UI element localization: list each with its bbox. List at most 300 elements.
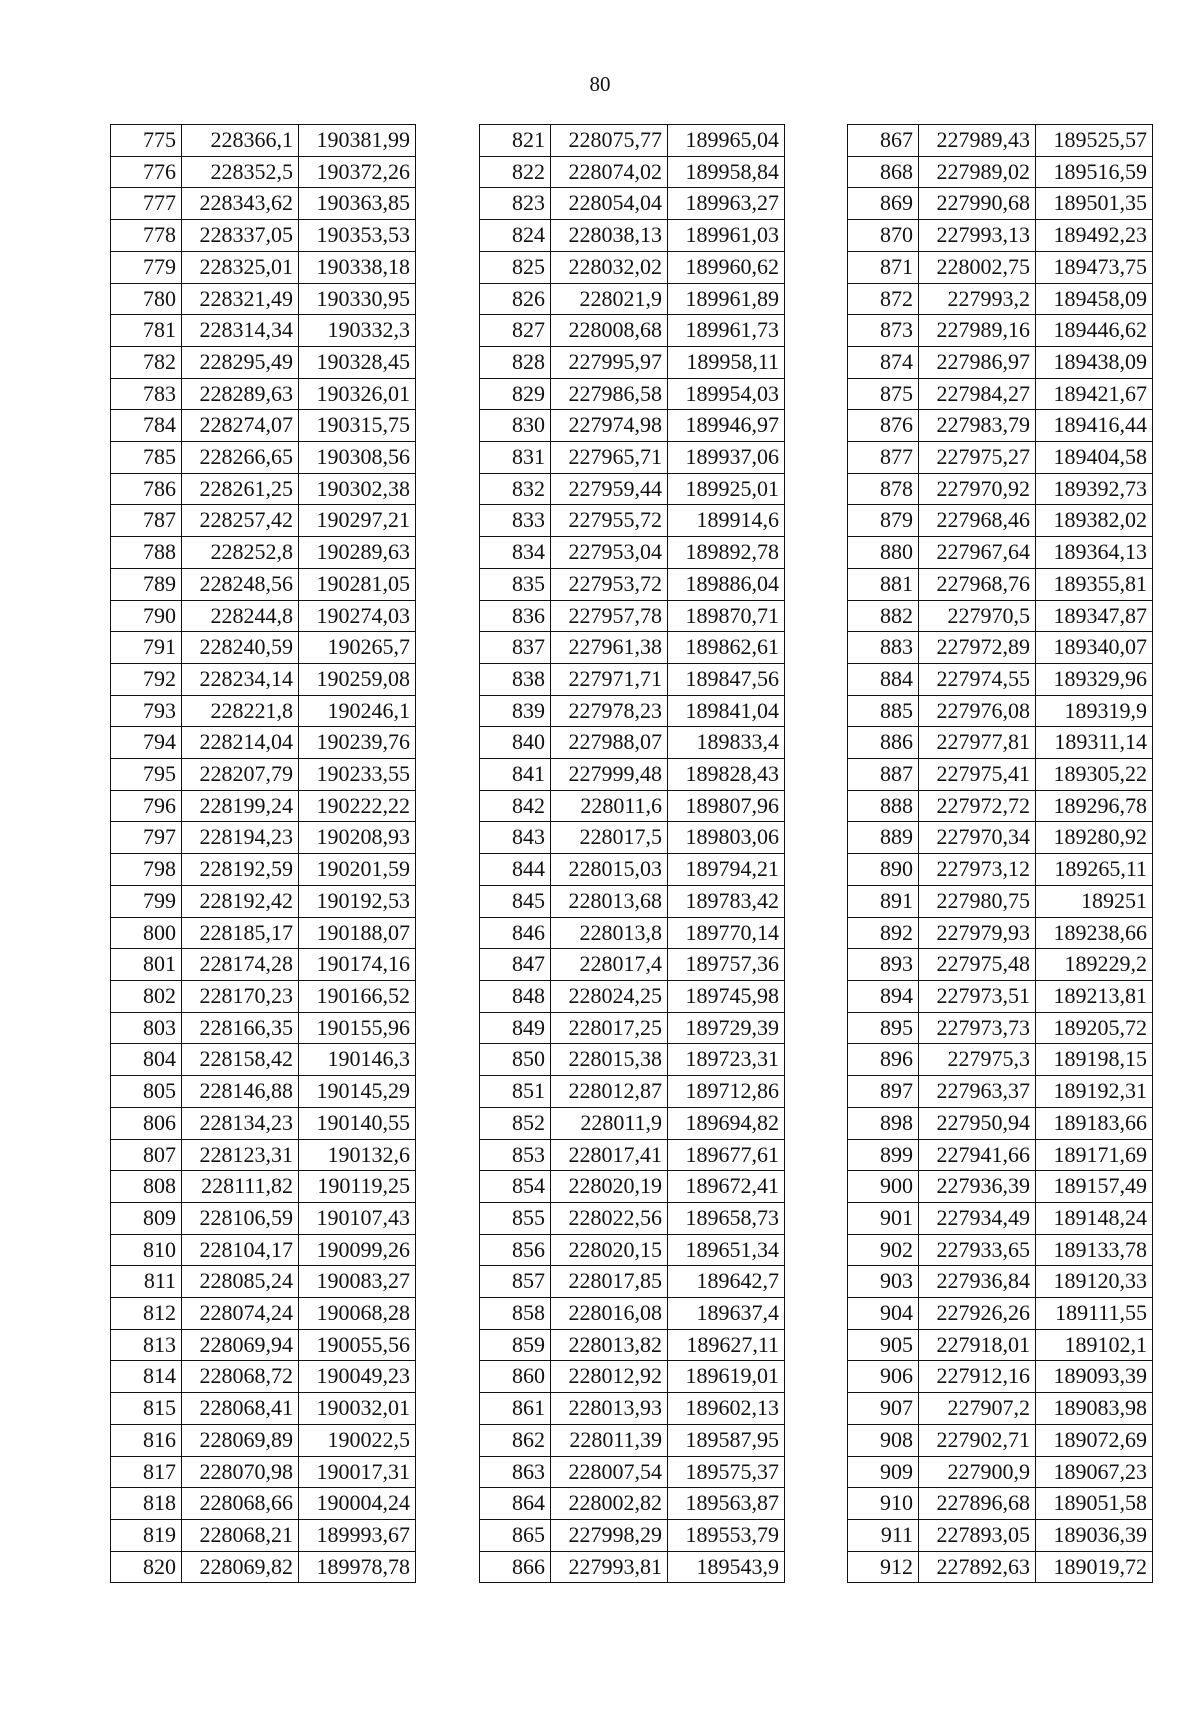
table-row xyxy=(848,632,1153,664)
y-coordinate-cell: 190119,25 xyxy=(299,1171,416,1203)
table-row xyxy=(848,949,1153,981)
point-number-cell: 865 xyxy=(480,1519,551,1551)
table-row xyxy=(111,125,416,157)
table-row xyxy=(111,822,416,854)
table-row xyxy=(480,632,785,664)
x-coordinate-cell: 228314,34 xyxy=(182,315,299,347)
point-number-cell: 866 xyxy=(480,1551,551,1583)
y-coordinate-cell: 189958,84 xyxy=(668,156,785,188)
point-number-cell: 831 xyxy=(480,442,551,474)
x-coordinate-cell: 227986,97 xyxy=(919,346,1036,378)
table-row xyxy=(480,537,785,569)
y-coordinate-cell: 190174,16 xyxy=(299,949,416,981)
table-row xyxy=(111,346,416,378)
table-row xyxy=(848,283,1153,315)
x-coordinate-cell: 228008,68 xyxy=(551,315,668,347)
point-number-cell: 893 xyxy=(848,949,919,981)
x-coordinate-cell: 227970,34 xyxy=(919,822,1036,854)
point-number-cell: 871 xyxy=(848,251,919,283)
y-coordinate-cell: 190083,27 xyxy=(299,1266,416,1298)
table-row xyxy=(848,1234,1153,1266)
x-coordinate-cell: 227934,49 xyxy=(919,1202,1036,1234)
table-row xyxy=(111,442,416,474)
x-coordinate-cell: 227977,81 xyxy=(919,727,1036,759)
point-number-cell: 844 xyxy=(480,854,551,886)
point-number-cell: 783 xyxy=(111,378,182,410)
y-coordinate-cell: 189516,59 xyxy=(1036,156,1153,188)
x-coordinate-cell: 228054,04 xyxy=(551,188,668,220)
y-coordinate-cell: 189183,66 xyxy=(1036,1107,1153,1139)
x-coordinate-cell: 228234,14 xyxy=(182,663,299,695)
point-number-cell: 830 xyxy=(480,410,551,442)
table-row xyxy=(111,759,416,791)
point-number-cell: 869 xyxy=(848,188,919,220)
x-coordinate-cell: 228252,8 xyxy=(182,537,299,569)
point-number-cell: 878 xyxy=(848,473,919,505)
y-coordinate-cell: 189473,75 xyxy=(1036,251,1153,283)
y-coordinate-cell: 189213,81 xyxy=(1036,980,1153,1012)
y-coordinate-cell: 189148,24 xyxy=(1036,1202,1153,1234)
x-coordinate-cell: 228068,21 xyxy=(182,1519,299,1551)
y-coordinate-cell: 189712,86 xyxy=(668,1076,785,1108)
y-coordinate-cell: 190338,18 xyxy=(299,251,416,283)
point-number-cell: 839 xyxy=(480,695,551,727)
x-coordinate-cell: 227990,68 xyxy=(919,188,1036,220)
x-coordinate-cell: 227980,75 xyxy=(919,885,1036,917)
point-number-cell: 837 xyxy=(480,632,551,664)
point-number-cell: 855 xyxy=(480,1202,551,1234)
y-coordinate-cell: 190188,07 xyxy=(299,917,416,949)
point-number-cell: 817 xyxy=(111,1456,182,1488)
point-number-cell: 840 xyxy=(480,727,551,759)
y-coordinate-cell: 189828,43 xyxy=(668,759,785,791)
x-coordinate-cell: 228017,25 xyxy=(551,1012,668,1044)
x-coordinate-cell: 228170,23 xyxy=(182,980,299,1012)
point-number-cell: 796 xyxy=(111,790,182,822)
coordinates-table xyxy=(479,124,785,1583)
x-coordinate-cell: 228013,68 xyxy=(551,885,668,917)
y-coordinate-cell: 189892,78 xyxy=(668,537,785,569)
point-number-cell: 836 xyxy=(480,600,551,632)
x-coordinate-cell: 228011,39 xyxy=(551,1424,668,1456)
point-number-cell: 841 xyxy=(480,759,551,791)
y-coordinate-cell: 189961,03 xyxy=(668,220,785,252)
y-coordinate-cell: 190099,26 xyxy=(299,1234,416,1266)
point-number-cell: 891 xyxy=(848,885,919,917)
point-number-cell: 861 xyxy=(480,1393,551,1425)
y-coordinate-cell: 189093,39 xyxy=(1036,1361,1153,1393)
x-coordinate-cell: 228069,94 xyxy=(182,1329,299,1361)
x-coordinate-cell: 228111,82 xyxy=(182,1171,299,1203)
x-coordinate-cell: 227975,3 xyxy=(919,1044,1036,1076)
point-number-cell: 829 xyxy=(480,378,551,410)
point-number-cell: 819 xyxy=(111,1519,182,1551)
x-coordinate-cell: 228244,8 xyxy=(182,600,299,632)
table-row xyxy=(111,537,416,569)
point-number-cell: 790 xyxy=(111,600,182,632)
y-coordinate-cell: 190353,53 xyxy=(299,220,416,252)
y-coordinate-cell: 190022,5 xyxy=(299,1424,416,1456)
point-number-cell: 912 xyxy=(848,1551,919,1583)
x-coordinate-cell: 228016,08 xyxy=(551,1298,668,1330)
table-row xyxy=(480,1329,785,1361)
x-coordinate-cell: 228295,49 xyxy=(182,346,299,378)
y-coordinate-cell: 189807,96 xyxy=(668,790,785,822)
point-number-cell: 854 xyxy=(480,1171,551,1203)
x-coordinate-cell: 227979,93 xyxy=(919,917,1036,949)
y-coordinate-cell: 190297,21 xyxy=(299,505,416,537)
y-coordinate-cell: 189642,7 xyxy=(668,1266,785,1298)
x-coordinate-cell: 228021,9 xyxy=(551,283,668,315)
table-row xyxy=(480,949,785,981)
point-number-cell: 811 xyxy=(111,1266,182,1298)
table-row xyxy=(480,1266,785,1298)
point-number-cell: 853 xyxy=(480,1139,551,1171)
point-number-cell: 907 xyxy=(848,1393,919,1425)
y-coordinate-cell: 189729,39 xyxy=(668,1012,785,1044)
y-coordinate-cell: 189382,02 xyxy=(1036,505,1153,537)
y-coordinate-cell: 190192,53 xyxy=(299,885,416,917)
point-number-cell: 862 xyxy=(480,1424,551,1456)
y-coordinate-cell: 190289,63 xyxy=(299,537,416,569)
x-coordinate-cell: 227892,63 xyxy=(919,1551,1036,1583)
point-number-cell: 886 xyxy=(848,727,919,759)
x-coordinate-cell: 228013,93 xyxy=(551,1393,668,1425)
x-coordinate-cell: 228325,01 xyxy=(182,251,299,283)
x-coordinate-cell: 227975,48 xyxy=(919,949,1036,981)
y-coordinate-cell: 189553,79 xyxy=(668,1519,785,1551)
y-coordinate-cell: 189501,35 xyxy=(1036,188,1153,220)
x-coordinate-cell: 228032,02 xyxy=(551,251,668,283)
y-coordinate-cell: 189192,31 xyxy=(1036,1076,1153,1108)
table-row xyxy=(848,251,1153,283)
point-number-cell: 800 xyxy=(111,917,182,949)
point-number-cell: 789 xyxy=(111,568,182,600)
x-coordinate-cell: 228207,79 xyxy=(182,759,299,791)
y-coordinate-cell: 190281,05 xyxy=(299,568,416,600)
y-coordinate-cell: 189651,34 xyxy=(668,1234,785,1266)
y-coordinate-cell: 189404,58 xyxy=(1036,442,1153,474)
y-coordinate-cell: 189914,6 xyxy=(668,505,785,537)
x-coordinate-cell: 228104,17 xyxy=(182,1234,299,1266)
table-row xyxy=(111,695,416,727)
x-coordinate-cell: 228013,82 xyxy=(551,1329,668,1361)
x-coordinate-cell: 227993,2 xyxy=(919,283,1036,315)
point-number-cell: 793 xyxy=(111,695,182,727)
x-coordinate-cell: 228321,49 xyxy=(182,283,299,315)
point-number-cell: 897 xyxy=(848,1076,919,1108)
y-coordinate-cell: 190239,76 xyxy=(299,727,416,759)
table-row xyxy=(111,663,416,695)
table-row xyxy=(848,346,1153,378)
table-row xyxy=(480,315,785,347)
table-row xyxy=(848,1202,1153,1234)
x-coordinate-cell: 228123,31 xyxy=(182,1139,299,1171)
table-row xyxy=(480,727,785,759)
point-number-cell: 896 xyxy=(848,1044,919,1076)
x-coordinate-cell: 228068,41 xyxy=(182,1393,299,1425)
table-row xyxy=(848,1361,1153,1393)
y-coordinate-cell: 190201,59 xyxy=(299,854,416,886)
y-coordinate-cell: 189963,27 xyxy=(668,188,785,220)
y-coordinate-cell: 190332,3 xyxy=(299,315,416,347)
point-number-cell: 873 xyxy=(848,315,919,347)
table-row xyxy=(111,1519,416,1551)
x-coordinate-cell: 228020,19 xyxy=(551,1171,668,1203)
table-row xyxy=(111,1298,416,1330)
y-coordinate-cell: 190302,38 xyxy=(299,473,416,505)
x-coordinate-cell: 227974,98 xyxy=(551,410,668,442)
point-number-cell: 824 xyxy=(480,220,551,252)
y-coordinate-cell: 190274,03 xyxy=(299,600,416,632)
table-row xyxy=(111,1012,416,1044)
point-number-cell: 911 xyxy=(848,1519,919,1551)
table-row xyxy=(848,220,1153,252)
x-coordinate-cell: 228199,24 xyxy=(182,790,299,822)
table-row xyxy=(111,410,416,442)
table-row xyxy=(848,1488,1153,1520)
table-row xyxy=(111,188,416,220)
point-number-cell: 870 xyxy=(848,220,919,252)
x-coordinate-cell: 227973,12 xyxy=(919,854,1036,886)
table-row xyxy=(480,1393,785,1425)
x-coordinate-cell: 227971,71 xyxy=(551,663,668,695)
x-coordinate-cell: 228015,38 xyxy=(551,1044,668,1076)
y-coordinate-cell: 189723,31 xyxy=(668,1044,785,1076)
table-row xyxy=(848,917,1153,949)
table-row xyxy=(480,854,785,886)
point-number-cell: 852 xyxy=(480,1107,551,1139)
y-coordinate-cell: 189543,9 xyxy=(668,1551,785,1583)
point-number-cell: 795 xyxy=(111,759,182,791)
y-coordinate-cell: 190017,31 xyxy=(299,1456,416,1488)
table-row xyxy=(848,822,1153,854)
table-row xyxy=(848,1044,1153,1076)
x-coordinate-cell: 227993,81 xyxy=(551,1551,668,1583)
point-number-cell: 801 xyxy=(111,949,182,981)
table-row xyxy=(111,1551,416,1583)
table-row xyxy=(111,1202,416,1234)
table-row xyxy=(111,632,416,664)
table-row xyxy=(848,1519,1153,1551)
x-coordinate-cell: 228085,24 xyxy=(182,1266,299,1298)
table-row xyxy=(111,1139,416,1171)
point-number-cell: 906 xyxy=(848,1361,919,1393)
x-coordinate-cell: 228069,89 xyxy=(182,1424,299,1456)
page-number: 80 xyxy=(589,72,611,96)
x-coordinate-cell: 228020,15 xyxy=(551,1234,668,1266)
point-number-cell: 884 xyxy=(848,663,919,695)
point-number-cell: 838 xyxy=(480,663,551,695)
table-row xyxy=(111,220,416,252)
point-number-cell: 804 xyxy=(111,1044,182,1076)
point-number-cell: 857 xyxy=(480,1266,551,1298)
x-coordinate-cell: 228248,56 xyxy=(182,568,299,600)
point-number-cell: 860 xyxy=(480,1361,551,1393)
point-number-cell: 821 xyxy=(480,125,551,157)
x-coordinate-cell: 228013,8 xyxy=(551,917,668,949)
point-number-cell: 823 xyxy=(480,188,551,220)
point-number-cell: 872 xyxy=(848,283,919,315)
coordinates-table xyxy=(110,124,416,1583)
y-coordinate-cell: 190107,43 xyxy=(299,1202,416,1234)
table-row xyxy=(480,1551,785,1583)
y-coordinate-cell: 189965,04 xyxy=(668,125,785,157)
x-coordinate-cell: 227933,65 xyxy=(919,1234,1036,1266)
table-row xyxy=(111,917,416,949)
point-number-cell: 889 xyxy=(848,822,919,854)
y-coordinate-cell: 189587,95 xyxy=(668,1424,785,1456)
x-coordinate-cell: 228192,59 xyxy=(182,854,299,886)
point-number-cell: 814 xyxy=(111,1361,182,1393)
point-number-cell: 791 xyxy=(111,632,182,664)
table-row xyxy=(480,1107,785,1139)
x-coordinate-cell: 227974,55 xyxy=(919,663,1036,695)
point-number-cell: 812 xyxy=(111,1298,182,1330)
table-row xyxy=(480,1012,785,1044)
x-coordinate-cell: 228214,04 xyxy=(182,727,299,759)
table-row xyxy=(111,1361,416,1393)
point-number-cell: 806 xyxy=(111,1107,182,1139)
point-number-cell: 820 xyxy=(111,1551,182,1583)
table-row xyxy=(848,1266,1153,1298)
y-coordinate-cell: 189694,82 xyxy=(668,1107,785,1139)
y-coordinate-cell: 189961,89 xyxy=(668,283,785,315)
y-coordinate-cell: 190140,55 xyxy=(299,1107,416,1139)
x-coordinate-cell: 227986,58 xyxy=(551,378,668,410)
point-number-cell: 908 xyxy=(848,1424,919,1456)
x-coordinate-cell: 228007,54 xyxy=(551,1456,668,1488)
x-coordinate-cell: 227995,97 xyxy=(551,346,668,378)
table-row xyxy=(848,568,1153,600)
x-coordinate-cell: 227989,16 xyxy=(919,315,1036,347)
table-row xyxy=(848,378,1153,410)
y-coordinate-cell: 190363,85 xyxy=(299,188,416,220)
table-row xyxy=(480,410,785,442)
table-row xyxy=(111,1044,416,1076)
x-coordinate-cell: 228257,42 xyxy=(182,505,299,537)
table-row xyxy=(848,410,1153,442)
y-coordinate-cell: 189019,72 xyxy=(1036,1551,1153,1583)
y-coordinate-cell: 189416,44 xyxy=(1036,410,1153,442)
point-number-cell: 781 xyxy=(111,315,182,347)
point-number-cell: 901 xyxy=(848,1202,919,1234)
point-number-cell: 858 xyxy=(480,1298,551,1330)
y-coordinate-cell: 190166,52 xyxy=(299,980,416,1012)
x-coordinate-cell: 228106,59 xyxy=(182,1202,299,1234)
y-coordinate-cell: 190246,1 xyxy=(299,695,416,727)
table-row xyxy=(480,251,785,283)
point-number-cell: 832 xyxy=(480,473,551,505)
y-coordinate-cell: 189067,23 xyxy=(1036,1456,1153,1488)
x-coordinate-cell: 227918,01 xyxy=(919,1329,1036,1361)
y-coordinate-cell: 189364,13 xyxy=(1036,537,1153,569)
point-number-cell: 842 xyxy=(480,790,551,822)
x-coordinate-cell: 227896,68 xyxy=(919,1488,1036,1520)
x-coordinate-cell: 228074,02 xyxy=(551,156,668,188)
x-coordinate-cell: 228266,65 xyxy=(182,442,299,474)
point-number-cell: 847 xyxy=(480,949,551,981)
x-coordinate-cell: 227984,27 xyxy=(919,378,1036,410)
y-coordinate-cell: 189886,04 xyxy=(668,568,785,600)
table-row xyxy=(111,1266,416,1298)
table-row xyxy=(111,1329,416,1361)
x-coordinate-cell: 228012,92 xyxy=(551,1361,668,1393)
x-coordinate-cell: 227970,92 xyxy=(919,473,1036,505)
x-coordinate-cell: 227972,72 xyxy=(919,790,1036,822)
y-coordinate-cell: 189677,61 xyxy=(668,1139,785,1171)
table-row xyxy=(848,1551,1153,1583)
x-coordinate-cell: 228017,41 xyxy=(551,1139,668,1171)
y-coordinate-cell: 190259,08 xyxy=(299,663,416,695)
x-coordinate-cell: 227936,39 xyxy=(919,1171,1036,1203)
point-number-cell: 895 xyxy=(848,1012,919,1044)
table-row xyxy=(480,1076,785,1108)
point-number-cell: 910 xyxy=(848,1488,919,1520)
point-number-cell: 877 xyxy=(848,442,919,474)
table-row xyxy=(848,980,1153,1012)
table-row xyxy=(111,378,416,410)
y-coordinate-cell: 190330,95 xyxy=(299,283,416,315)
y-coordinate-cell: 190145,29 xyxy=(299,1076,416,1108)
point-number-cell: 776 xyxy=(111,156,182,188)
y-coordinate-cell: 189492,23 xyxy=(1036,220,1153,252)
x-coordinate-cell: 228158,42 xyxy=(182,1044,299,1076)
table-row xyxy=(480,1456,785,1488)
y-coordinate-cell: 189102,1 xyxy=(1036,1329,1153,1361)
y-coordinate-cell: 189198,15 xyxy=(1036,1044,1153,1076)
table-row xyxy=(111,1424,416,1456)
point-number-cell: 782 xyxy=(111,346,182,378)
x-coordinate-cell: 227961,38 xyxy=(551,632,668,664)
x-coordinate-cell: 228024,25 xyxy=(551,980,668,1012)
y-coordinate-cell: 190208,93 xyxy=(299,822,416,854)
table-row xyxy=(848,790,1153,822)
table-row xyxy=(848,600,1153,632)
point-number-cell: 892 xyxy=(848,917,919,949)
point-number-cell: 815 xyxy=(111,1393,182,1425)
x-coordinate-cell: 228011,9 xyxy=(551,1107,668,1139)
table-row xyxy=(848,1139,1153,1171)
table-row xyxy=(111,1076,416,1108)
table-row xyxy=(480,980,785,1012)
point-number-cell: 894 xyxy=(848,980,919,1012)
point-number-cell: 822 xyxy=(480,156,551,188)
table-row xyxy=(111,315,416,347)
y-coordinate-cell: 189111,55 xyxy=(1036,1298,1153,1330)
x-coordinate-cell: 228274,07 xyxy=(182,410,299,442)
y-coordinate-cell: 189847,56 xyxy=(668,663,785,695)
point-number-cell: 856 xyxy=(480,1234,551,1266)
point-number-cell: 775 xyxy=(111,125,182,157)
x-coordinate-cell: 227968,46 xyxy=(919,505,1036,537)
y-coordinate-cell: 189072,69 xyxy=(1036,1424,1153,1456)
x-coordinate-cell: 228017,85 xyxy=(551,1266,668,1298)
point-number-cell: 880 xyxy=(848,537,919,569)
y-coordinate-cell: 190381,99 xyxy=(299,125,416,157)
table-row xyxy=(111,885,416,917)
table-row xyxy=(480,346,785,378)
point-number-cell: 846 xyxy=(480,917,551,949)
table-row xyxy=(480,759,785,791)
point-number-cell: 867 xyxy=(848,125,919,157)
table-row xyxy=(111,283,416,315)
point-number-cell: 805 xyxy=(111,1076,182,1108)
y-coordinate-cell: 190328,45 xyxy=(299,346,416,378)
point-number-cell: 802 xyxy=(111,980,182,1012)
x-coordinate-cell: 227975,27 xyxy=(919,442,1036,474)
point-number-cell: 890 xyxy=(848,854,919,886)
